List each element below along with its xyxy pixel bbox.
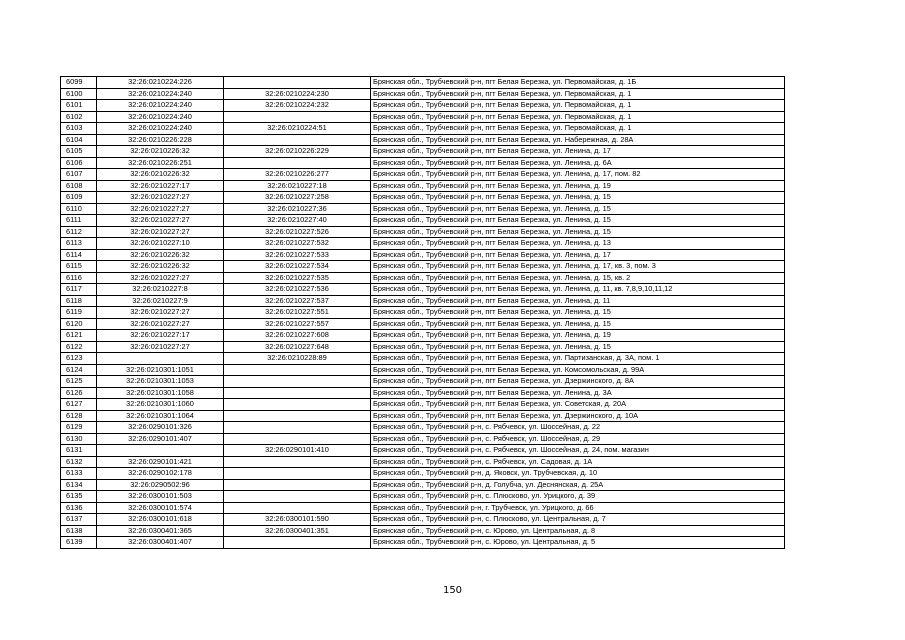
table-row — [61, 123, 785, 135]
cell-object-cadastral-number: 32:26:0210227:36 — [224, 203, 371, 215]
cell-row-number: 6116 — [61, 272, 97, 284]
cell-address: Брянская обл., Трубчевский р-н, с. Плюсково, ул. Центральная, д. 7 — [371, 514, 785, 526]
cell-object-cadastral-number — [224, 399, 371, 411]
cell-address: Брянская обл., Трубчевский р-н, пгт Белая Березка, ул. Ленина, д. 11 — [371, 295, 785, 307]
cell-row-number: 6122 — [61, 341, 97, 353]
table-row — [61, 111, 785, 123]
table-row — [61, 249, 785, 261]
cell-parcel-cadastral-number: 32:26:0210226:228 — [97, 134, 224, 146]
cell-address: Брянская обл., Трубчевский р-н, с. Плюсково, ул. Урицкого, д. 39 — [371, 491, 785, 503]
cell-parcel-cadastral-number — [97, 445, 224, 457]
cell-row-number: 6131 — [61, 445, 97, 457]
cell-address: Брянская обл., Трубчевский р-н, с. Рябчевск, ул. Садовая, д. 1А — [371, 456, 785, 468]
cell-row-number: 6099 — [61, 77, 97, 89]
table-row — [61, 180, 785, 192]
cell-address: Брянская обл., Трубчевский р-н, д. Яковск, ул. Трубчевская, д. 10 — [371, 468, 785, 480]
cell-object-cadastral-number — [224, 134, 371, 146]
cell-address: Брянская обл., Трубчевский р-н, с. Рябчевск, ул. Шоссейная, д. 22 — [371, 422, 785, 434]
cell-row-number: 6108 — [61, 180, 97, 192]
cell-address: Брянская обл., Трубчевский р-н, пгт Белая Березка, ул. Ленина, д. 11, кв. 7,8,9,10,11,12 — [371, 284, 785, 296]
cell-parcel-cadastral-number: 32:26:0300401:365 — [97, 525, 224, 537]
table-row — [61, 376, 785, 388]
cell-address: Брянская обл., Трубчевский р-н, пгт Белая Березка, ул. Первомайская, д. 1 — [371, 100, 785, 112]
cell-parcel-cadastral-number: 32:26:0290101:421 — [97, 456, 224, 468]
cell-address: Брянская обл., Трубчевский р-н, с. Рябчевск, ул. Шоссейная, д. 29 — [371, 433, 785, 445]
cell-parcel-cadastral-number: 32:26:0210301:1053 — [97, 376, 224, 388]
cell-address: Брянская обл., Трубчевский р-н, пгт Белая Березка, ул. Первомайская, д. 1 — [371, 88, 785, 100]
cell-address: Брянская обл., Трубчевский р-н, пгт Белая Березка, ул. Дзержинского, д. 10А — [371, 410, 785, 422]
table-row — [61, 525, 785, 537]
cell-object-cadastral-number: 32:26:0210226:229 — [224, 146, 371, 158]
cell-row-number: 6123 — [61, 353, 97, 365]
cell-address: Брянская обл., Трубчевский р-н, д. Голубча, ул. Деснянская, д. 25А — [371, 479, 785, 491]
cell-row-number: 6110 — [61, 203, 97, 215]
cell-address: Брянская обл., Трубчевский р-н, пгт Белая Березка, ул. Ленина, д. 17, пом. 82 — [371, 169, 785, 181]
cell-address: Брянская обл., Трубчевский р-н, пгт Белая Березка, ул. Первомайская, д. 1 — [371, 111, 785, 123]
cell-address: Брянская обл., Трубчевский р-н, пгт Белая Березка, ул. Ленина, д. 15 — [371, 215, 785, 227]
cell-object-cadastral-number — [224, 387, 371, 399]
cell-row-number: 6109 — [61, 192, 97, 204]
cell-row-number: 6106 — [61, 157, 97, 169]
cell-row-number: 6119 — [61, 307, 97, 319]
cell-parcel-cadastral-number: 32:26:0210226:32 — [97, 249, 224, 261]
table-row — [61, 192, 785, 204]
cell-parcel-cadastral-number: 32:26:0210301:1058 — [97, 387, 224, 399]
cell-parcel-cadastral-number: 32:26:0210227:27 — [97, 226, 224, 238]
cell-object-cadastral-number: 32:26:0210227:534 — [224, 261, 371, 273]
cell-address: Брянская обл., Трубчевский р-н, пгт Белая Березка, ул. Ленина, д. 6А — [371, 157, 785, 169]
cell-row-number: 6136 — [61, 502, 97, 514]
table-row — [61, 238, 785, 250]
cell-address: Брянская обл., Трубчевский р-н, с. Юрово, ул. Центральная, д. 5 — [371, 537, 785, 549]
cell-parcel-cadastral-number: 32:26:0210224:240 — [97, 100, 224, 112]
cell-row-number: 6134 — [61, 479, 97, 491]
cell-object-cadastral-number: 32:26:0210226:277 — [224, 169, 371, 181]
cell-parcel-cadastral-number: 32:26:0210301:1060 — [97, 399, 224, 411]
table-row — [61, 479, 785, 491]
cell-address: Брянская обл., Трубчевский р-н, пгт Белая Березка, ул. Ленина, д. 15 — [371, 341, 785, 353]
cell-address: Брянская обл., Трубчевский р-н, пгт Белая Березка, ул. Ленина, д. 17, кв. 3, пом. 3 — [371, 261, 785, 273]
cell-parcel-cadastral-number: 32:26:0210224:240 — [97, 123, 224, 135]
cell-address: Брянская обл., Трубчевский р-н, пгт Белая Березка, ул. Ленина, д. 17 — [371, 249, 785, 261]
table-row — [61, 226, 785, 238]
cell-parcel-cadastral-number: 32:26:0210226:251 — [97, 157, 224, 169]
cell-row-number: 6124 — [61, 364, 97, 376]
cell-row-number: 6135 — [61, 491, 97, 503]
cell-parcel-cadastral-number: 32:26:0210301:1064 — [97, 410, 224, 422]
cell-parcel-cadastral-number — [97, 353, 224, 365]
cell-row-number: 6128 — [61, 410, 97, 422]
cell-object-cadastral-number: 32:26:0210228:89 — [224, 353, 371, 365]
cell-address: Брянская обл., Трубчевский р-н, пгт Белая Березка, ул. Комсомольская, д. 99А — [371, 364, 785, 376]
cell-object-cadastral-number: 32:26:0210227:40 — [224, 215, 371, 227]
cell-object-cadastral-number — [224, 479, 371, 491]
table-row — [61, 307, 785, 319]
cell-parcel-cadastral-number: 32:26:0290101:326 — [97, 422, 224, 434]
cell-row-number: 6139 — [61, 537, 97, 549]
cell-parcel-cadastral-number: 32:26:0300101:618 — [97, 514, 224, 526]
cell-object-cadastral-number — [224, 537, 371, 549]
cell-parcel-cadastral-number: 32:26:0210226:32 — [97, 146, 224, 158]
cell-object-cadastral-number: 32:26:0210227:533 — [224, 249, 371, 261]
cell-address: Брянская обл., Трубчевский р-н, пгт Белая Березка, ул. Первомайская, д. 1Б — [371, 77, 785, 89]
cell-object-cadastral-number — [224, 77, 371, 89]
cell-parcel-cadastral-number: 32:26:0210227:17 — [97, 330, 224, 342]
cell-parcel-cadastral-number: 32:26:0300101:503 — [97, 491, 224, 503]
cell-address: Брянская обл., Трубчевский р-н, пгт Белая Березка, ул. Ленина, д. 19 — [371, 180, 785, 192]
cell-row-number: 6107 — [61, 169, 97, 181]
cell-address: Брянская обл., Трубчевский р-н, пгт Белая Березка, ул. Партизанская, д. 3А, пом. 1 — [371, 353, 785, 365]
cell-parcel-cadastral-number: 32:26:0290101:407 — [97, 433, 224, 445]
cell-parcel-cadastral-number: 32:26:0210227:27 — [97, 272, 224, 284]
cell-object-cadastral-number: 32:26:0210227:526 — [224, 226, 371, 238]
cell-row-number: 6120 — [61, 318, 97, 330]
cell-address: Брянская обл., Трубчевский р-н, с. Юрово, ул. Центральная, д. 8 — [371, 525, 785, 537]
cell-address: Брянская обл., Трубчевский р-н, пгт Белая Березка, ул. Советская, д. 20А — [371, 399, 785, 411]
cell-parcel-cadastral-number: 32:26:0210301:1051 — [97, 364, 224, 376]
cell-row-number: 6117 — [61, 284, 97, 296]
table-row — [61, 157, 785, 169]
cell-address: Брянская обл., Трубчевский р-н, пгт Белая Березка, ул. Ленина, д. 15 — [371, 226, 785, 238]
cell-row-number: 6101 — [61, 100, 97, 112]
cell-row-number: 6103 — [61, 123, 97, 135]
cell-parcel-cadastral-number: 32:26:0210227:27 — [97, 318, 224, 330]
cell-parcel-cadastral-number: 32:26:0210224:226 — [97, 77, 224, 89]
table-row — [61, 433, 785, 445]
table-row — [61, 88, 785, 100]
cell-row-number: 6133 — [61, 468, 97, 480]
table-row — [61, 318, 785, 330]
cell-parcel-cadastral-number: 32:26:0210227:27 — [97, 341, 224, 353]
cell-object-cadastral-number: 32:26:0210227:608 — [224, 330, 371, 342]
cell-object-cadastral-number: 32:26:0300401:351 — [224, 525, 371, 537]
table-row — [61, 456, 785, 468]
table-row — [61, 261, 785, 273]
cell-address: Брянская обл., Трубчевский р-н, пгт Белая Березка, ул. Ленина, д. 15 — [371, 307, 785, 319]
cell-object-cadastral-number: 32:26:0210227:648 — [224, 341, 371, 353]
cell-row-number: 6102 — [61, 111, 97, 123]
cell-object-cadastral-number — [224, 410, 371, 422]
table-row — [61, 514, 785, 526]
cell-row-number: 6137 — [61, 514, 97, 526]
cell-parcel-cadastral-number: 32:26:0300101:574 — [97, 502, 224, 514]
table-row — [61, 341, 785, 353]
cell-address: Брянская обл., Трубчевский р-н, с. Рябчевск, ул. Шоссейная, д. 24, пом. магазин — [371, 445, 785, 457]
registry-table-body — [61, 77, 785, 549]
table-row — [61, 468, 785, 480]
cell-object-cadastral-number: 32:26:0210227:535 — [224, 272, 371, 284]
table-row — [61, 272, 785, 284]
cell-address: Брянская обл., Трубчевский р-н, г. Трубчевск, ул. Урицкого, д. 66 — [371, 502, 785, 514]
cell-parcel-cadastral-number: 32:26:0210227:9 — [97, 295, 224, 307]
cell-object-cadastral-number — [224, 456, 371, 468]
cell-address: Брянская обл., Трубчевский р-н, пгт Белая Березка, ул. Набережная, д. 28А — [371, 134, 785, 146]
cell-row-number: 6115 — [61, 261, 97, 273]
cell-row-number: 6104 — [61, 134, 97, 146]
cell-address: Брянская обл., Трубчевский р-н, пгт Белая Березка, ул. Ленина, д. 3А — [371, 387, 785, 399]
cell-object-cadastral-number — [224, 111, 371, 123]
cell-address: Брянская обл., Трубчевский р-н, пгт Белая Березка, ул. Ленина, д. 17 — [371, 146, 785, 158]
table-row — [61, 134, 785, 146]
cell-object-cadastral-number: 32:26:0300101:590 — [224, 514, 371, 526]
table-row — [61, 353, 785, 365]
cell-row-number: 6127 — [61, 399, 97, 411]
cell-object-cadastral-number: 32:26:0210227:551 — [224, 307, 371, 319]
cell-object-cadastral-number — [224, 502, 371, 514]
cell-object-cadastral-number — [224, 157, 371, 169]
registry-table — [60, 76, 785, 549]
cell-object-cadastral-number — [224, 468, 371, 480]
table-row — [61, 364, 785, 376]
cell-object-cadastral-number: 32:26:0210227:18 — [224, 180, 371, 192]
cell-object-cadastral-number: 32:26:0210227:536 — [224, 284, 371, 296]
cell-row-number: 6129 — [61, 422, 97, 434]
table-row — [61, 146, 785, 158]
cell-parcel-cadastral-number: 32:26:0210224:240 — [97, 111, 224, 123]
cell-address: Брянская обл., Трубчевский р-н, пгт Белая Березка, ул. Ленина, д. 15 — [371, 192, 785, 204]
cell-object-cadastral-number — [224, 364, 371, 376]
table-row — [61, 284, 785, 296]
table-row — [61, 537, 785, 549]
cell-object-cadastral-number: 32:26:0210224:51 — [224, 123, 371, 135]
table-row — [61, 77, 785, 89]
cell-parcel-cadastral-number: 32:26:0290102:178 — [97, 468, 224, 480]
table-row — [61, 215, 785, 227]
cell-row-number: 6138 — [61, 525, 97, 537]
cell-row-number: 6105 — [61, 146, 97, 158]
cell-parcel-cadastral-number: 32:26:0210226:32 — [97, 169, 224, 181]
cell-object-cadastral-number: 32:26:0210224:232 — [224, 100, 371, 112]
page-number: 150 — [442, 585, 463, 596]
cell-row-number: 6125 — [61, 376, 97, 388]
cell-parcel-cadastral-number: 32:26:0210224:240 — [97, 88, 224, 100]
table-row — [61, 330, 785, 342]
cell-row-number: 6112 — [61, 226, 97, 238]
cell-object-cadastral-number — [224, 376, 371, 388]
cell-parcel-cadastral-number: 32:26:0210227:27 — [97, 192, 224, 204]
cell-row-number: 6111 — [61, 215, 97, 227]
table-row — [61, 100, 785, 112]
cell-parcel-cadastral-number: 32:26:0210227:17 — [97, 180, 224, 192]
cell-address: Брянская обл., Трубчевский р-н, пгт Белая Березка, ул. Ленина, д. 19 — [371, 330, 785, 342]
cell-address: Брянская обл., Трубчевский р-н, пгт Белая Березка, ул. Дзержинского, д. 8А — [371, 376, 785, 388]
cell-object-cadastral-number: 32:26:0210227:537 — [224, 295, 371, 307]
table-row — [61, 445, 785, 457]
table-row — [61, 387, 785, 399]
cell-parcel-cadastral-number: 32:26:0300401:407 — [97, 537, 224, 549]
cell-parcel-cadastral-number: 32:26:0210227:8 — [97, 284, 224, 296]
table-row — [61, 203, 785, 215]
cell-object-cadastral-number: 32:26:0210224:230 — [224, 88, 371, 100]
cell-object-cadastral-number: 32:26:0210227:258 — [224, 192, 371, 204]
cell-row-number: 6114 — [61, 249, 97, 261]
cell-object-cadastral-number — [224, 433, 371, 445]
cell-object-cadastral-number — [224, 491, 371, 503]
cell-row-number: 6130 — [61, 433, 97, 445]
table-row — [61, 410, 785, 422]
cell-row-number: 6113 — [61, 238, 97, 250]
cell-row-number: 6126 — [61, 387, 97, 399]
cell-parcel-cadastral-number: 32:26:0210227:27 — [97, 203, 224, 215]
cell-object-cadastral-number: 32:26:0210227:557 — [224, 318, 371, 330]
table-row — [61, 295, 785, 307]
table-row — [61, 399, 785, 411]
cell-object-cadastral-number — [224, 422, 371, 434]
cell-address: Брянская обл., Трубчевский р-н, пгт Белая Березка, ул. Ленина, д. 15 — [371, 318, 785, 330]
cell-address: Брянская обл., Трубчевский р-н, пгт Белая Березка, ул. Ленина, д. 13 — [371, 238, 785, 250]
cell-address: Брянская обл., Трубчевский р-н, пгт Белая Березка, ул. Ленина, д. 15 — [371, 203, 785, 215]
cell-object-cadastral-number: 32:26:0290101:410 — [224, 445, 371, 457]
table-row — [61, 169, 785, 181]
cell-parcel-cadastral-number: 32:26:0210226:32 — [97, 261, 224, 273]
cell-row-number: 6132 — [61, 456, 97, 468]
cell-row-number: 6121 — [61, 330, 97, 342]
cell-object-cadastral-number: 32:26:0210227:532 — [224, 238, 371, 250]
cell-address: Брянская обл., Трубчевский р-н, пгт Белая Березка, ул. Ленина, д. 15, кв. 2 — [371, 272, 785, 284]
cell-address: Брянская обл., Трубчевский р-н, пгт Белая Березка, ул. Первомайская, д. 1 — [371, 123, 785, 135]
cell-row-number: 6100 — [61, 88, 97, 100]
cell-parcel-cadastral-number: 32:26:0210227:27 — [97, 215, 224, 227]
cell-parcel-cadastral-number: 32:26:0210227:27 — [97, 307, 224, 319]
table-row — [61, 491, 785, 503]
cell-parcel-cadastral-number: 32:26:0290502:96 — [97, 479, 224, 491]
cell-row-number: 6118 — [61, 295, 97, 307]
cell-parcel-cadastral-number: 32:26:0210227:10 — [97, 238, 224, 250]
table-row — [61, 422, 785, 434]
table-row — [61, 502, 785, 514]
